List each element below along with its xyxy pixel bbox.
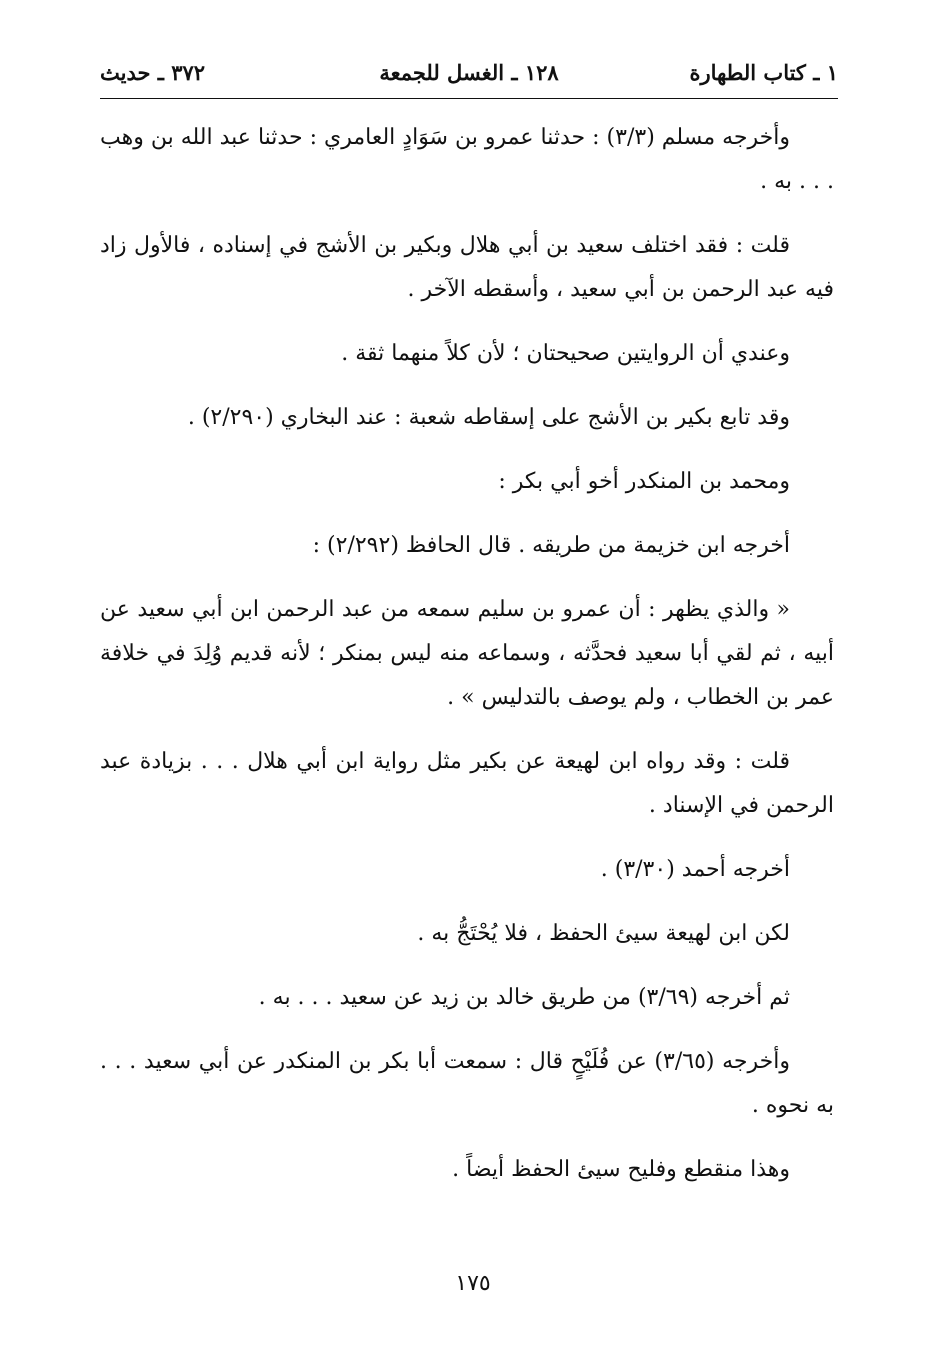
paragraph: وأخرجه مسلم (٣/٣) : حدثنا عمرو بن سَوَادٍ العامري : حدثنا عبد الله بن وهب . . . به . [100, 125, 834, 194]
paragraph: أخرجه أحمد (٣/٣٠) . [600, 857, 790, 882]
paragraph: وقد تابع بكير بن الأشج على إسقاطه شعبة : عند البخاري (٢/٢٩٠) . [187, 405, 790, 430]
paragraph: ثم أخرجه (٣/٦٩) من طريق خالد بن زيد عن سعيد . . . به . [258, 985, 790, 1010]
paragraph: لكن ابن لهيعة سيئ الحفظ ، فلا يُحْتَجُّ به . [417, 921, 790, 946]
paragraph: قلت : وقد رواه ابن لهيعة عن بكير مثل رواية ابن أبي هلال . . . بزيادة عبد الرحمن في الإسناد . [100, 749, 834, 818]
quoted-paragraph: « والذي يظهر : أن عمرو بن سليم سمعه من عبد الرحمن ابن أبي سعيد عن أبيه ، ثم لقي أبا سعيد فحدَّثه ، وسماعه منه ليس بمنكر ؛ لأنه قديم وُلِدَ في خلافة عمر بن الخطاب ، ولم يوصف بالتدليس » . [100, 597, 834, 710]
paragraph: وهذا منقطع وفليح سيئ الحفظ أيضاً . [452, 1157, 790, 1182]
paragraph: وعندي أن الروايتين صحيحتان ؛ لأن كلاً منهما ثقة . [341, 341, 790, 366]
header-chapter-title: ١٢٨ ـ الغسل للجمعة [379, 60, 559, 85]
page-number: ١٧٥ [455, 1271, 491, 1296]
body-text [100, 116, 834, 1212]
running-header [100, 58, 838, 94]
paragraph: ومحمد بن المنكدر أخو أبي بكر : [498, 469, 790, 494]
paragraph: وأخرجه (٣/٦٥) عن فُلَيْحٍ قال : سمعت أبا بكر بن المنكدر عن أبي سعيد . . . به نحوه . [100, 1049, 834, 1118]
header-hadith-number: ٣٧٢ ـ حديث [100, 60, 206, 85]
paragraph: أخرجه ابن خزيمة من طريقه . قال الحافظ (٢/٢٩٢) : [312, 533, 790, 558]
paragraph: قلت : فقد اختلف سعيد بن أبي هلال وبكير بن الأشج في إسناده ، فالأول زاد فيه عبد الرحمن بن أبي سعيد ، وأسقطه الآخر . [100, 233, 834, 302]
header-rule [100, 98, 838, 99]
header-book-title: ١ ـ كتاب الطهارة [689, 60, 838, 85]
